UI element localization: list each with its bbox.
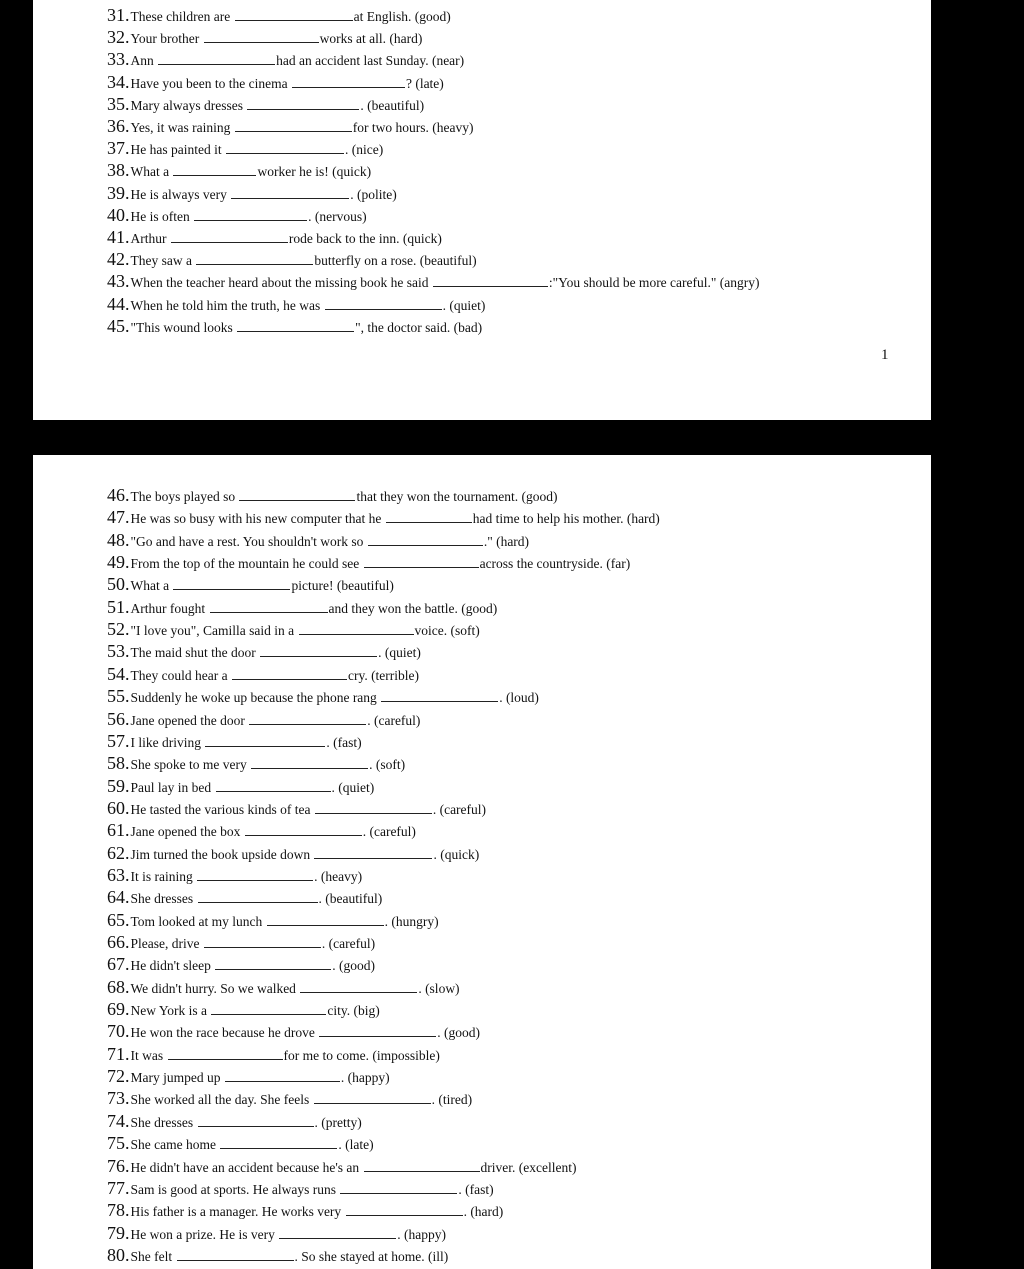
item-number: 53. bbox=[107, 641, 130, 662]
item-prompt: Yes, it was raining bbox=[130, 120, 234, 135]
item-number: 54. bbox=[107, 663, 130, 684]
item-number: 37. bbox=[107, 138, 130, 159]
item-prompt: It is raining bbox=[130, 868, 197, 884]
answer-blank[interactable] bbox=[279, 1226, 396, 1239]
item-number: 60. bbox=[107, 797, 130, 818]
exercise-item bbox=[107, 887, 382, 907]
item-hint: . (polite) bbox=[350, 186, 397, 202]
item-number: 49. bbox=[107, 552, 130, 573]
answer-blank[interactable] bbox=[267, 913, 384, 926]
item-hint: . (beautiful) bbox=[318, 891, 383, 907]
exercise-item bbox=[107, 5, 451, 25]
item-number: 80. bbox=[107, 1244, 130, 1265]
item-hint: picture! (beautiful) bbox=[291, 578, 394, 594]
item-number: 58. bbox=[107, 753, 130, 774]
exercise-item bbox=[107, 574, 394, 594]
answer-blank[interactable] bbox=[364, 1159, 480, 1172]
exercise-item bbox=[107, 865, 362, 885]
exercise-item bbox=[107, 910, 439, 930]
item-number: 74. bbox=[107, 1110, 130, 1131]
item-prompt: Have you been to the cinema bbox=[130, 75, 291, 91]
item-number: 59. bbox=[107, 775, 130, 796]
item-number: 51. bbox=[107, 596, 130, 617]
answer-blank[interactable] bbox=[205, 734, 325, 747]
item-prompt: He didn't have an accident because he's an bbox=[130, 1159, 363, 1175]
exercise-item bbox=[107, 954, 375, 974]
exercise-item bbox=[107, 977, 460, 997]
exercise-item bbox=[107, 641, 421, 661]
item-number: 50. bbox=[107, 574, 130, 595]
answer-blank[interactable] bbox=[247, 97, 359, 110]
item-number: 76. bbox=[107, 1155, 130, 1176]
answer-blank[interactable] bbox=[225, 1069, 340, 1082]
answer-blank[interactable] bbox=[239, 488, 355, 501]
item-prompt: New York is a bbox=[130, 1003, 211, 1019]
item-hint: . (quiet) bbox=[378, 645, 421, 661]
item-hint: butterfly on a rose. (beautiful) bbox=[314, 253, 477, 269]
item-hint: had time to help his mother. (hard) bbox=[472, 511, 660, 527]
item-number: 68. bbox=[107, 976, 130, 997]
exercise-item bbox=[107, 1111, 362, 1131]
item-prompt: When he told him the truth, he was bbox=[130, 297, 324, 313]
exercise-item bbox=[107, 72, 444, 92]
item-prompt: They could hear a bbox=[130, 667, 231, 683]
item-number: 56. bbox=[107, 708, 130, 729]
exercise-item bbox=[107, 619, 480, 639]
answer-blank[interactable] bbox=[235, 8, 353, 21]
item-prompt: Ann bbox=[130, 53, 158, 69]
exercise-item bbox=[107, 1178, 494, 1198]
item-number: 75. bbox=[107, 1133, 130, 1154]
answer-blank[interactable] bbox=[215, 957, 331, 970]
item-prompt: It was bbox=[130, 1047, 167, 1063]
item-hint: . (fast) bbox=[458, 1181, 494, 1197]
item-hint: . (careful) bbox=[362, 824, 416, 840]
item-number: 62. bbox=[107, 842, 130, 863]
item-number: 39. bbox=[107, 182, 130, 203]
item-prompt: Jane opened the box bbox=[130, 824, 244, 840]
item-hint: . So she stayed at home. (ill) bbox=[294, 1248, 449, 1264]
item-prompt: He has painted it bbox=[130, 142, 225, 158]
answer-blank[interactable] bbox=[237, 319, 354, 332]
exercise-item bbox=[107, 552, 630, 572]
exercise-item bbox=[107, 1200, 503, 1220]
answer-blank[interactable] bbox=[198, 890, 318, 903]
answer-blank[interactable] bbox=[197, 868, 313, 881]
exercise-item bbox=[107, 1021, 480, 1041]
page-number: 1 bbox=[881, 347, 889, 363]
answer-blank[interactable] bbox=[314, 1091, 431, 1104]
item-number: 43. bbox=[107, 271, 130, 292]
exercise-item bbox=[107, 27, 422, 47]
item-number: 35. bbox=[107, 93, 130, 114]
exercise-item bbox=[107, 1223, 446, 1243]
item-number: 48. bbox=[107, 529, 130, 550]
exercise-item bbox=[107, 507, 660, 527]
item-hint: driver. (excellent) bbox=[480, 1159, 577, 1175]
item-number: 65. bbox=[107, 909, 130, 930]
item-hint: . (good) bbox=[332, 958, 376, 974]
item-hint: cry. (terrible) bbox=[347, 667, 420, 683]
item-number: 63. bbox=[107, 864, 130, 885]
item-hint: city. (big) bbox=[327, 1003, 380, 1019]
item-hint: for two hours. (heavy) bbox=[352, 120, 474, 135]
exercise-item bbox=[107, 485, 557, 505]
item-prompt: Tom looked at my lunch bbox=[130, 913, 266, 929]
item-number: 42. bbox=[107, 249, 130, 270]
answer-blank[interactable] bbox=[173, 163, 256, 176]
item-number: 38. bbox=[107, 160, 130, 181]
item-hint: :"You should be more careful." (angry) bbox=[548, 275, 760, 291]
item-prompt: He tasted the various kinds of tea bbox=[130, 801, 314, 817]
item-hint: . (nervous) bbox=[308, 208, 367, 224]
item-hint: ? (late) bbox=[405, 75, 444, 91]
item-prompt: Paul lay in bed bbox=[130, 779, 215, 795]
exercise-item bbox=[107, 753, 405, 773]
answer-blank[interactable] bbox=[314, 846, 432, 859]
item-hint: works at all. (hard) bbox=[319, 31, 423, 47]
item-prompt: He won a prize. He is very bbox=[130, 1226, 279, 1242]
item-prompt: We didn't hurry. So we walked bbox=[130, 980, 300, 996]
item-hint: at English. (good) bbox=[353, 9, 451, 24]
item-number: 55. bbox=[107, 686, 130, 707]
item-prompt: "This wound looks bbox=[130, 319, 237, 335]
exercise-item bbox=[107, 843, 479, 863]
item-hint: . (fast) bbox=[326, 734, 362, 750]
item-hint: voice. (soft) bbox=[414, 623, 480, 639]
item-hint: . (pretty) bbox=[314, 1114, 362, 1130]
answer-blank[interactable] bbox=[168, 1047, 283, 1060]
item-number: 69. bbox=[107, 999, 130, 1020]
exercise-item bbox=[107, 1088, 472, 1108]
exercise-item bbox=[107, 116, 473, 136]
item-hint: . (careful) bbox=[367, 712, 421, 728]
answer-blank[interactable] bbox=[368, 533, 483, 546]
exercise-item bbox=[107, 160, 371, 180]
item-hint: . (happy) bbox=[397, 1226, 446, 1242]
item-number: 47. bbox=[107, 507, 130, 528]
item-hint: ." (hard) bbox=[483, 533, 530, 549]
answer-blank[interactable] bbox=[235, 119, 352, 132]
answer-blank[interactable] bbox=[232, 667, 347, 680]
exercise-item bbox=[107, 294, 485, 314]
item-hint: . (loud) bbox=[499, 690, 539, 706]
item-hint: for me to come. (impossible) bbox=[283, 1047, 440, 1063]
item-prompt: She dresses bbox=[130, 1114, 197, 1130]
item-prompt: What a bbox=[130, 578, 173, 594]
item-prompt: Your brother bbox=[130, 31, 203, 47]
item-prompt: His father is a manager. He works very bbox=[130, 1204, 345, 1220]
item-prompt: He is always very bbox=[130, 186, 231, 202]
item-hint: . (soft) bbox=[369, 757, 406, 773]
item-prompt: Please, drive bbox=[130, 936, 203, 951]
item-hint: . (quiet) bbox=[331, 779, 375, 795]
item-number: 67. bbox=[107, 954, 130, 975]
item-hint: . (tired) bbox=[431, 1092, 473, 1108]
item-number: 61. bbox=[107, 820, 130, 841]
item-number: 34. bbox=[107, 71, 130, 92]
item-number: 31. bbox=[107, 5, 130, 25]
item-hint: rode back to the inn. (quick) bbox=[288, 231, 442, 246]
item-hint: . (slow) bbox=[418, 980, 460, 996]
item-prompt: What a bbox=[130, 164, 173, 180]
item-hint: across the countryside. (far) bbox=[479, 556, 631, 572]
item-hint: ", the doctor said. (bad) bbox=[355, 319, 483, 335]
answer-blank[interactable] bbox=[346, 1203, 463, 1216]
item-prompt: She felt bbox=[130, 1248, 176, 1264]
exercise-item bbox=[107, 1245, 448, 1265]
worksheet-page-1 bbox=[33, 0, 931, 420]
exercise-item bbox=[107, 686, 539, 706]
answer-blank[interactable] bbox=[364, 555, 479, 568]
answer-blank[interactable] bbox=[386, 510, 472, 523]
item-prompt: Mary jumped up bbox=[130, 1070, 224, 1086]
exercise-item bbox=[107, 271, 760, 291]
exercise-item bbox=[107, 205, 367, 225]
item-hint: . (quiet) bbox=[442, 297, 486, 313]
exercise-item bbox=[107, 731, 362, 751]
item-hint: that they won the tournament. (good) bbox=[356, 489, 558, 504]
answer-blank[interactable] bbox=[260, 644, 377, 657]
answer-blank[interactable] bbox=[319, 1024, 436, 1037]
item-prompt: Suddenly he woke up because the phone rang bbox=[130, 690, 381, 706]
item-number: 44. bbox=[107, 293, 130, 314]
exercise-item bbox=[107, 227, 442, 247]
answer-blank[interactable] bbox=[220, 1136, 337, 1149]
answer-blank[interactable] bbox=[204, 935, 321, 948]
answer-blank[interactable] bbox=[177, 1248, 294, 1261]
item-number: 46. bbox=[107, 485, 130, 505]
exercise-item bbox=[107, 820, 416, 840]
item-hint: . (hungry) bbox=[384, 913, 439, 929]
item-hint: had an accident last Sunday. (near) bbox=[276, 53, 465, 69]
exercise-item bbox=[107, 94, 424, 114]
answer-blank[interactable] bbox=[251, 756, 368, 769]
item-prompt: From the top of the mountain he could see bbox=[130, 556, 363, 572]
item-prompt: Arthur bbox=[130, 231, 170, 246]
item-prompt: I like driving bbox=[130, 734, 205, 750]
exercise-item bbox=[107, 999, 380, 1019]
answer-blank[interactable] bbox=[325, 297, 442, 310]
item-number: 78. bbox=[107, 1200, 130, 1221]
item-hint: . (careful) bbox=[321, 936, 376, 951]
item-hint: . (happy) bbox=[340, 1070, 390, 1086]
answer-blank[interactable] bbox=[245, 823, 362, 836]
item-prompt: She worked all the day. She feels bbox=[130, 1092, 313, 1108]
exercise-item bbox=[107, 776, 374, 796]
exercise-item bbox=[107, 138, 383, 158]
answer-blank[interactable] bbox=[173, 577, 290, 590]
item-hint: . (hard) bbox=[463, 1204, 504, 1220]
item-prompt: She came home bbox=[130, 1137, 220, 1153]
answer-blank[interactable] bbox=[381, 689, 498, 702]
item-hint: . (heavy) bbox=[314, 868, 363, 884]
answer-blank[interactable] bbox=[226, 141, 344, 154]
item-number: 57. bbox=[107, 730, 130, 751]
answer-blank[interactable] bbox=[299, 622, 414, 635]
item-number: 52. bbox=[107, 619, 130, 640]
item-number: 40. bbox=[107, 204, 130, 225]
item-prompt: Sam is good at sports. He always runs bbox=[130, 1181, 340, 1197]
answer-blank[interactable] bbox=[194, 208, 307, 221]
item-prompt: He is often bbox=[130, 208, 194, 224]
item-prompt: She dresses bbox=[130, 891, 197, 907]
item-prompt: The boys played so bbox=[130, 489, 239, 504]
exercise-item bbox=[107, 1044, 440, 1064]
answer-blank[interactable] bbox=[216, 779, 331, 792]
item-number: 36. bbox=[107, 116, 130, 136]
item-number: 64. bbox=[107, 887, 130, 908]
answer-blank[interactable] bbox=[231, 186, 349, 199]
item-prompt: Mary always dresses bbox=[130, 97, 247, 113]
item-number: 79. bbox=[107, 1222, 130, 1243]
answer-blank[interactable] bbox=[158, 52, 275, 65]
item-hint: . (beautiful) bbox=[360, 97, 425, 113]
item-hint: . (quick) bbox=[433, 846, 480, 862]
item-prompt: Jane opened the door bbox=[130, 712, 249, 728]
answer-blank[interactable] bbox=[340, 1181, 457, 1194]
item-hint: . (nice) bbox=[344, 142, 384, 158]
exercise-item bbox=[107, 798, 486, 818]
item-prompt: "Go and have a rest. You shouldn't work so bbox=[130, 533, 367, 549]
exercise-item bbox=[107, 597, 497, 617]
item-prompt: Jim turned the book upside down bbox=[130, 846, 314, 862]
exercise-item bbox=[107, 1066, 390, 1086]
answer-blank[interactable] bbox=[196, 252, 313, 265]
item-number: 41. bbox=[107, 227, 130, 247]
exercise-item bbox=[107, 932, 375, 952]
answer-blank[interactable] bbox=[211, 1002, 326, 1015]
exercise-item bbox=[107, 1156, 576, 1176]
exercise-item bbox=[107, 316, 482, 336]
exercise-item bbox=[107, 183, 397, 203]
item-prompt: She spoke to me very bbox=[130, 757, 251, 773]
item-prompt: The maid shut the door bbox=[130, 645, 260, 661]
answer-blank[interactable] bbox=[210, 600, 328, 613]
answer-blank[interactable] bbox=[171, 230, 288, 243]
answer-blank[interactable] bbox=[292, 75, 405, 88]
item-prompt: When the teacher heard about the missing book he said bbox=[130, 275, 432, 291]
exercise-item bbox=[107, 530, 529, 550]
item-number: 66. bbox=[107, 932, 130, 952]
item-number: 32. bbox=[107, 27, 130, 48]
item-prompt: He won the race because he drove bbox=[130, 1025, 319, 1041]
item-prompt: These children are bbox=[130, 9, 234, 24]
answer-blank[interactable] bbox=[315, 801, 432, 814]
item-prompt: "I love you", Camilla said in a bbox=[130, 623, 298, 639]
exercise-item bbox=[107, 249, 477, 269]
item-number: 45. bbox=[107, 315, 130, 336]
item-hint: worker he is! (quick) bbox=[257, 164, 372, 180]
item-prompt: He didn't sleep bbox=[130, 958, 215, 974]
item-number: 77. bbox=[107, 1177, 130, 1198]
answer-blank[interactable] bbox=[249, 712, 366, 725]
item-number: 33. bbox=[107, 49, 130, 70]
exercise-item bbox=[107, 709, 420, 729]
item-prompt: He was so busy with his new computer that he bbox=[130, 511, 385, 527]
item-prompt: Arthur fought bbox=[130, 600, 209, 616]
answer-blank[interactable] bbox=[198, 1114, 314, 1127]
item-number: 72. bbox=[107, 1066, 130, 1087]
item-hint: . (late) bbox=[338, 1137, 374, 1153]
item-hint: and they won the battle. (good) bbox=[328, 600, 498, 616]
answer-blank[interactable] bbox=[433, 274, 548, 287]
exercise-item bbox=[107, 664, 419, 684]
answer-blank[interactable] bbox=[204, 30, 319, 43]
item-number: 73. bbox=[107, 1088, 130, 1109]
exercise-item bbox=[107, 49, 464, 69]
item-prompt: They saw a bbox=[130, 253, 196, 269]
item-number: 71. bbox=[107, 1043, 130, 1064]
item-hint: . (good) bbox=[437, 1025, 481, 1041]
exercise-item bbox=[107, 1133, 374, 1153]
item-number: 70. bbox=[107, 1021, 130, 1042]
worksheet-page-2 bbox=[33, 455, 931, 1269]
answer-blank[interactable] bbox=[300, 980, 417, 993]
item-hint: . (careful) bbox=[432, 801, 487, 817]
